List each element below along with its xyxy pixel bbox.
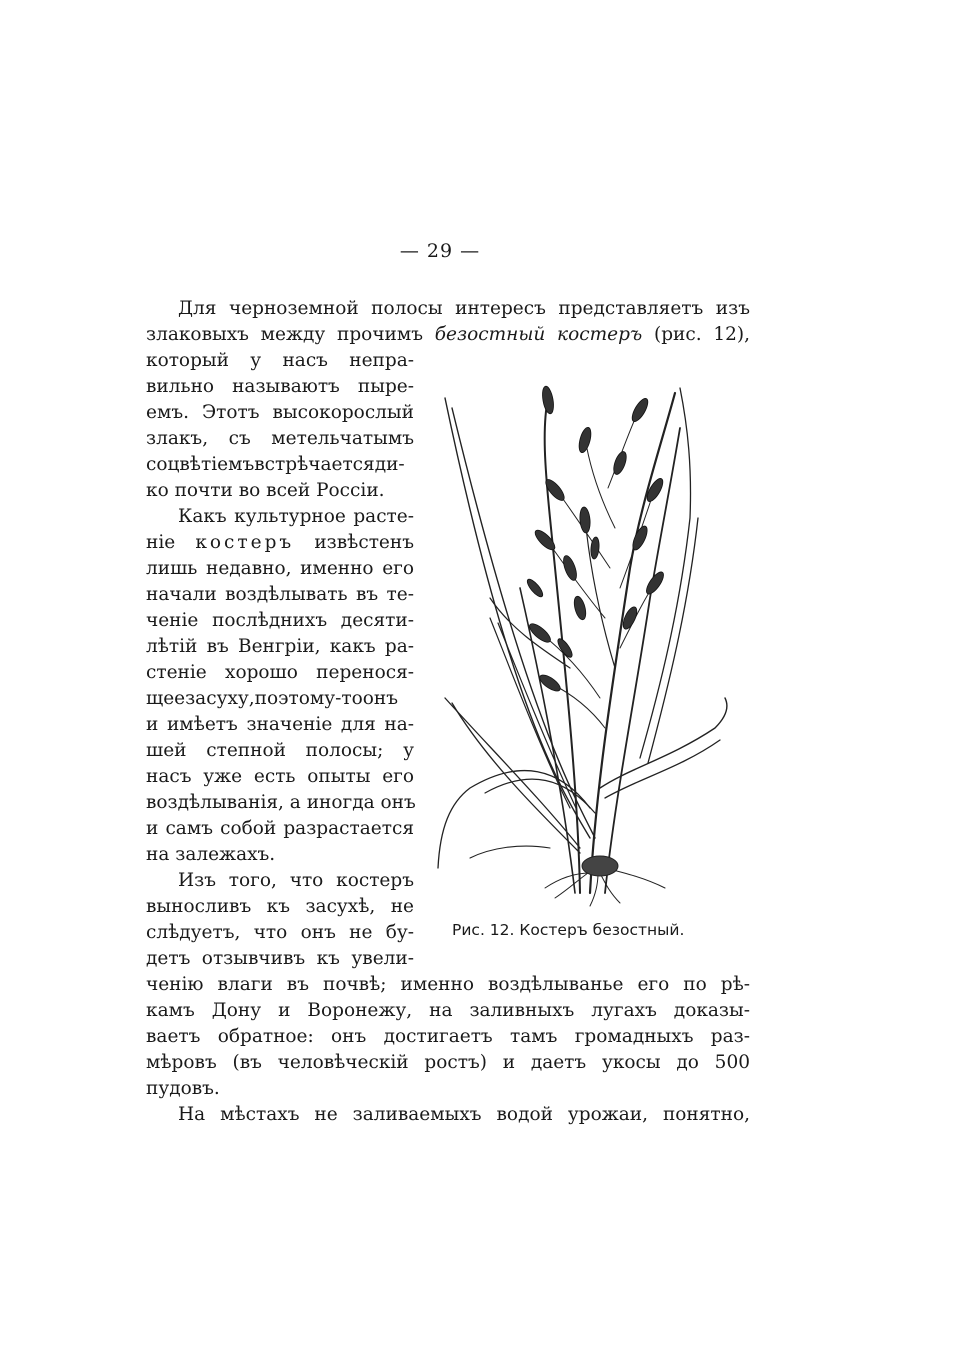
- text-line: и имѣетъ значеніе для на-: [146, 714, 414, 735]
- text-line: Для черноземной полосы интересъ представляетъ изъ: [178, 298, 750, 319]
- spaced-word: костеръ: [195, 532, 295, 553]
- text-line: ко почти во всей Россіи.: [146, 480, 385, 501]
- page-number: — 29 —: [399, 240, 481, 262]
- text-line: насъ уже есть опыты его: [146, 766, 414, 787]
- text-span: извѣстенъ: [294, 532, 414, 553]
- text-line: лѣтій въ Венгріи, какъ ра-: [146, 636, 414, 657]
- text-line: начали воздѣлывать въ те-: [146, 584, 414, 605]
- text-line: выносливъ къ засухѣ, не: [146, 896, 414, 917]
- text-line: детъ отзывчивъ къ увели-: [146, 948, 414, 969]
- text-line: емъ. Этотъ высокорослый: [146, 402, 414, 423]
- text-line: вильно называютъ пыре-: [146, 376, 414, 397]
- text-line: лишь недавно, именно его: [146, 558, 414, 579]
- text-line: воздѣлыванія, а иногда онъ: [146, 792, 416, 813]
- text-line: камъ Дону и Воронежу, на заливныхъ лугахъ доказы-: [146, 1000, 750, 1021]
- plant-name-italic: безостный костеръ: [434, 324, 643, 345]
- text-line: Изъ того, что костеръ: [178, 870, 414, 891]
- text-line: пудовъ.: [146, 1078, 220, 1099]
- text-line: стеніе хорошо перенося-: [146, 662, 414, 683]
- text-line: щеезасуху,поэтому-тоонъ: [146, 688, 398, 709]
- text-line: на залежахъ.: [146, 844, 276, 865]
- text-line: и самъ собой разрастается: [146, 818, 414, 839]
- text-line: ваетъ обратное: онъ достигаетъ тамъ громадныхъ раз-: [146, 1026, 750, 1047]
- text-line: соцвѣтіемъвстрѣчаетсяди-: [146, 454, 405, 475]
- text-line: ченіе послѣднихъ десяти-: [146, 610, 414, 631]
- text-line: ченію влаги въ почвѣ; именно воздѣлыванье его по рѣ-: [146, 974, 750, 995]
- text-line: [146, 322, 750, 348]
- text-line: мѣровъ (въ человѣческій ростъ) и даетъ укосы до 500: [146, 1052, 750, 1073]
- text-span: ніе: [146, 532, 196, 553]
- text-span: злаковыхъ между прочимъ: [146, 324, 435, 345]
- text-line: шей степной полосы; у: [146, 740, 414, 761]
- text-line: слѣдуетъ, что онъ не бу-: [146, 922, 414, 943]
- text-line: Какъ культурное расте-: [178, 506, 414, 527]
- text-span: (рис. 12),: [642, 324, 750, 345]
- figure-caption: Рис. 12. Костеръ безостный.: [452, 921, 685, 939]
- grass-illustration: [430, 368, 750, 908]
- text-line: злакъ, съ метельчатымъ: [146, 428, 414, 449]
- text-line: [146, 530, 414, 556]
- text-line: который у насъ непра-: [146, 350, 414, 371]
- text-line: На мѣстахъ не заливаемыхъ водой урожаи, понятно,: [178, 1104, 750, 1125]
